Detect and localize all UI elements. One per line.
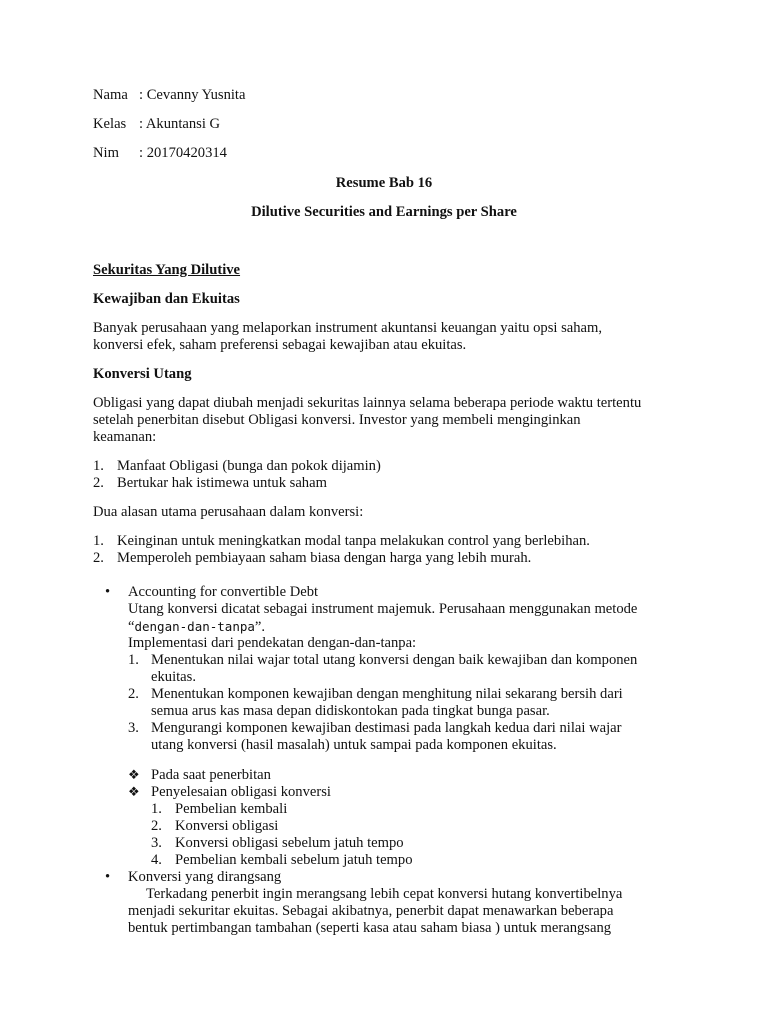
document-subtitle: Dilutive Securities and Earnings per Share [251, 204, 517, 220]
diamond-bullet-icon: ❖ [128, 768, 140, 783]
paragraph-line: Terkadang penerbit ingin merangsang lebih cepat konversi hutang konvertibelnya [146, 886, 623, 902]
list-item: Menentukan komponen kewajiban dengan menghitung nilai sekarang bersih dari [151, 686, 623, 702]
paragraph-line: Utang konversi dicatat sebagai instrument majemuk. Perusahaan menggunakan metode [128, 601, 638, 617]
bullet-title-konversi-dirangsang: Konversi yang dirangsang [128, 869, 282, 885]
paragraph-line: menjadi sekuritar ekuitas. Sebagai akibatnya, penerbit dapat menawarkan beberapa [128, 903, 614, 919]
list-item: Keinginan untuk meningkatkan modal tanpa melakukan control yang berlebihan. [117, 533, 590, 549]
paragraph-line: bentuk pertimbangan tambahan (seperti kasa atau saham biasa ) untuk merangsang [128, 920, 612, 936]
paragraph-line: keamanan: [93, 429, 157, 445]
list-number: 1. [93, 533, 104, 549]
kelas-label: Kelas [93, 116, 127, 132]
nama-label: Nama [93, 87, 128, 103]
list-item: Menentukan nilai wajar total utang konversi dengan baik kewajiban dan komponen [151, 652, 638, 668]
method-name: dengan-dan-tanpa [134, 619, 255, 634]
list-number: 3. [151, 835, 162, 851]
bullet-title-convertible-debt: Accounting for convertible Debt [128, 584, 319, 600]
nim-value: : 20170420314 [139, 145, 227, 161]
list-item-cont: semua arus kas masa depan didiskontokan pada tingkat bunga pasar. [151, 703, 550, 719]
paragraph-line: Obligasi yang dapat diubah menjadi sekuritas lainnya selama beberapa periode waktu tertentu [93, 395, 642, 411]
bullet-icon: • [105, 584, 111, 600]
list-item-cont: utang konversi (hasil masalah) untuk sampai pada komponen ekuitas. [151, 737, 557, 753]
list-number: 2. [93, 475, 104, 491]
list-item-cont: ekuitas. [151, 669, 196, 685]
list-item: Konversi obligasi [175, 818, 279, 834]
list-item: Pembelian kembali [175, 801, 288, 817]
paragraph-alasan: Dua alasan utama perusahaan dalam konversi: [93, 504, 364, 520]
list-item: Konversi obligasi sebelum jatuh tempo [175, 835, 404, 851]
list-number: 2. [93, 550, 104, 566]
list-number: 1. [128, 652, 139, 668]
list-number: 1. [151, 801, 162, 817]
list-number: 3. [128, 720, 139, 736]
close-quote: ”. [254, 619, 266, 635]
diamond-item: Penyelesaian obligasi konversi [151, 784, 331, 800]
list-item: Bertukar hak istimewa untuk saham [117, 475, 327, 491]
document-title: Resume Bab 16 [335, 175, 433, 191]
diamond-item: Pada saat penerbitan [151, 767, 271, 783]
list-item: Mengurangi komponen kewajiban destimasi pada langkah kedua dari nilai wajar [151, 720, 622, 736]
diamond-bullet-icon: ❖ [128, 785, 140, 800]
section-heading: Sekuritas Yang Dilutive [93, 262, 241, 278]
list-number: 4. [151, 852, 162, 868]
nama-value: : Cevanny Yusnita [139, 87, 246, 103]
list-item: Pembelian kembali sebelum jatuh tempo [175, 852, 413, 868]
list-number: 1. [93, 458, 104, 474]
bullet-icon: • [105, 869, 111, 885]
paragraph-line: setelah penerbitan disebut Obligasi konversi. Investor yang membeli menginginkan [93, 412, 581, 428]
paragraph-line: Implementasi dari pendekatan dengan-dan-tanpa: [128, 635, 417, 651]
nim-label: Nim [93, 145, 119, 161]
list-item: Manfaat Obligasi (bunga dan pokok dijamin) [117, 458, 381, 474]
paragraph-line: konversi efek, saham preferensi sebagai kewajiban atau ekuitas. [93, 337, 467, 353]
paragraph-line: Banyak perusahaan yang melaporkan instrument akuntansi keuangan yaitu opsi saham, [93, 320, 603, 336]
list-number: 2. [151, 818, 162, 834]
open-quote: “ [128, 619, 135, 635]
paragraph-line-method [128, 618, 265, 636]
kelas-value: : Akuntansi G [139, 116, 221, 132]
list-item: Memperoleh pembiayaan saham biasa dengan harga yang lebih murah. [117, 550, 532, 566]
subheading-kewajiban: Kewajiban dan Ekuitas [93, 291, 240, 307]
list-number: 2. [128, 686, 139, 702]
subheading-konversi-utang: Konversi Utang [93, 366, 192, 382]
